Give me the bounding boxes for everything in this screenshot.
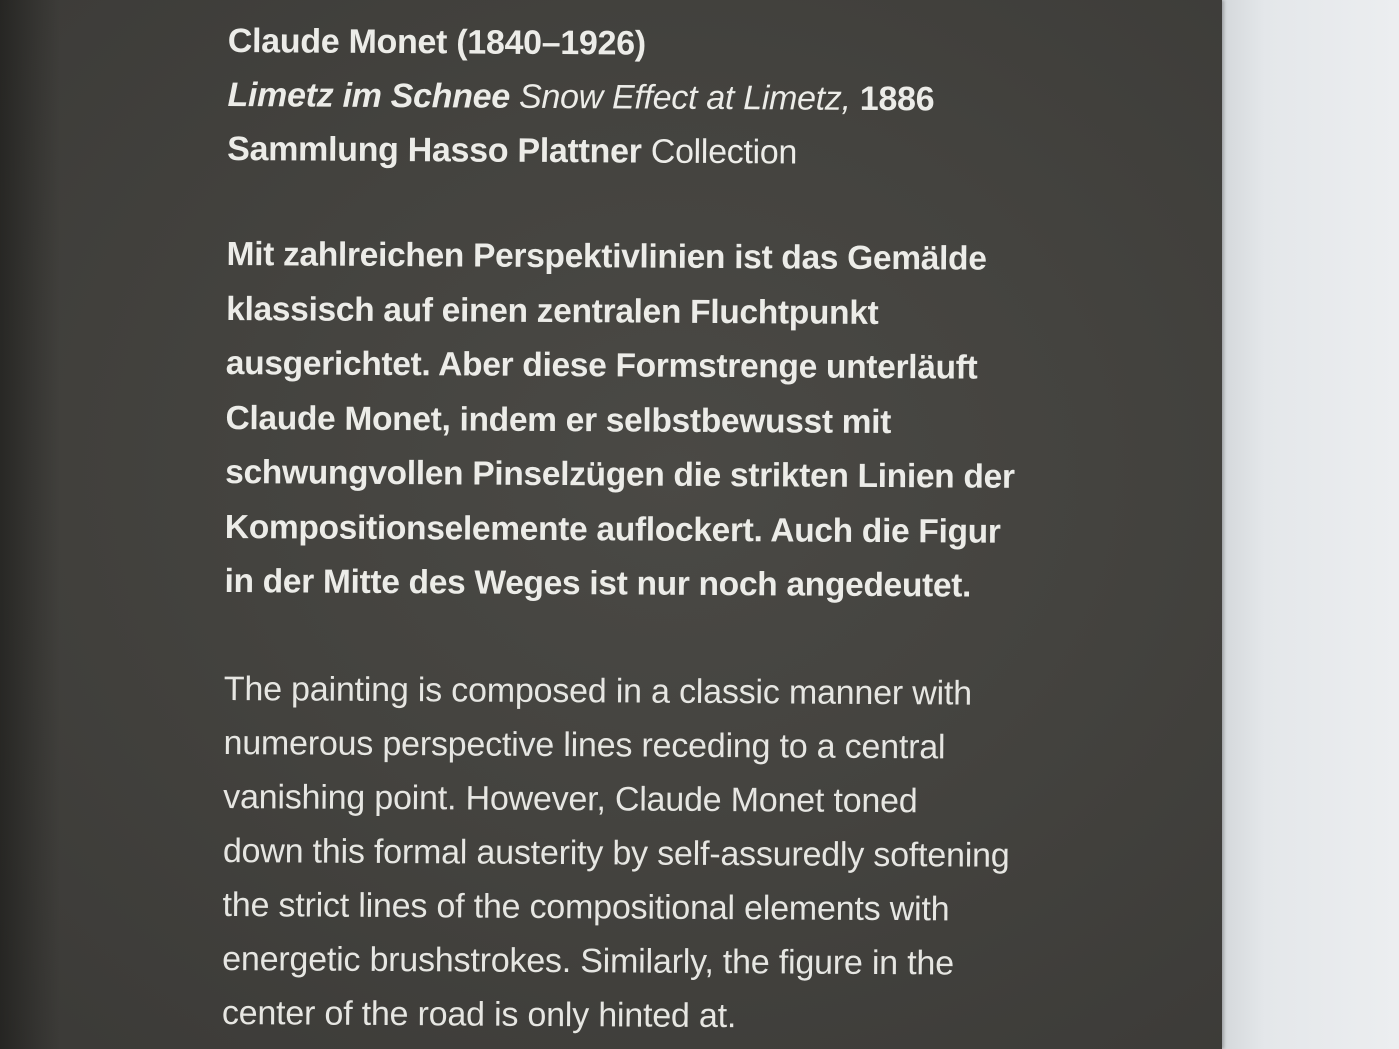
description-german-line: schwungvollen Pinselzügen die strikten Linien der [225, 453, 1015, 496]
title-english: Snow Effect at Limetz, [518, 77, 851, 118]
description-german-line: ausgerichtet. Aber diese Formstrenge unterläuft [225, 344, 978, 387]
description-german-line: Claude Monet, indem er selbstbewusst mit [225, 399, 892, 441]
panel-shadow [0, 0, 60, 1049]
artist-line: Claude Monet (1840–1926) [227, 21, 646, 63]
description-english [222, 661, 1154, 1045]
title-german: Limetz im Schnee [227, 75, 511, 116]
description-english-line: center of the road is only hinted at. [221, 993, 737, 1035]
description-english-line: numerous perspective lines receding to a central [223, 723, 946, 766]
collection-german: Sammlung Hasso Plattner [227, 129, 642, 171]
collection-line [227, 122, 1157, 182]
description-german [224, 228, 1156, 615]
description-english-line: energetic brushstrokes. Similarly, the figure in the [222, 939, 954, 982]
artwork-year: 1886 [859, 79, 935, 119]
description-english-line: vanishing point. However, Claude Monet toned [223, 777, 918, 820]
description-english-line: The painting is composed in a classic manner with [223, 669, 972, 713]
description-german-line: in der Mitte des Weges ist nur noch angedeutet. [224, 562, 972, 605]
description-english-line: down this formal austerity by self-assuredly softening [222, 831, 1010, 875]
title-line [227, 68, 1157, 128]
collection-english: Collection [650, 132, 798, 172]
gallery-wall [1220, 0, 1399, 1049]
description-german-line: Mit zahlreichen Perspektivlinien ist das Gemälde [226, 235, 987, 278]
description-english-line: the strict lines of the compositional elements with [222, 885, 950, 928]
label-text-block [222, 14, 1158, 1045]
description-german-line: Kompositionselemente auflockert. Auch die Figur [224, 508, 1001, 551]
description-german-line: klassisch auf einen zentralen Fluchtpunkt [226, 290, 879, 332]
